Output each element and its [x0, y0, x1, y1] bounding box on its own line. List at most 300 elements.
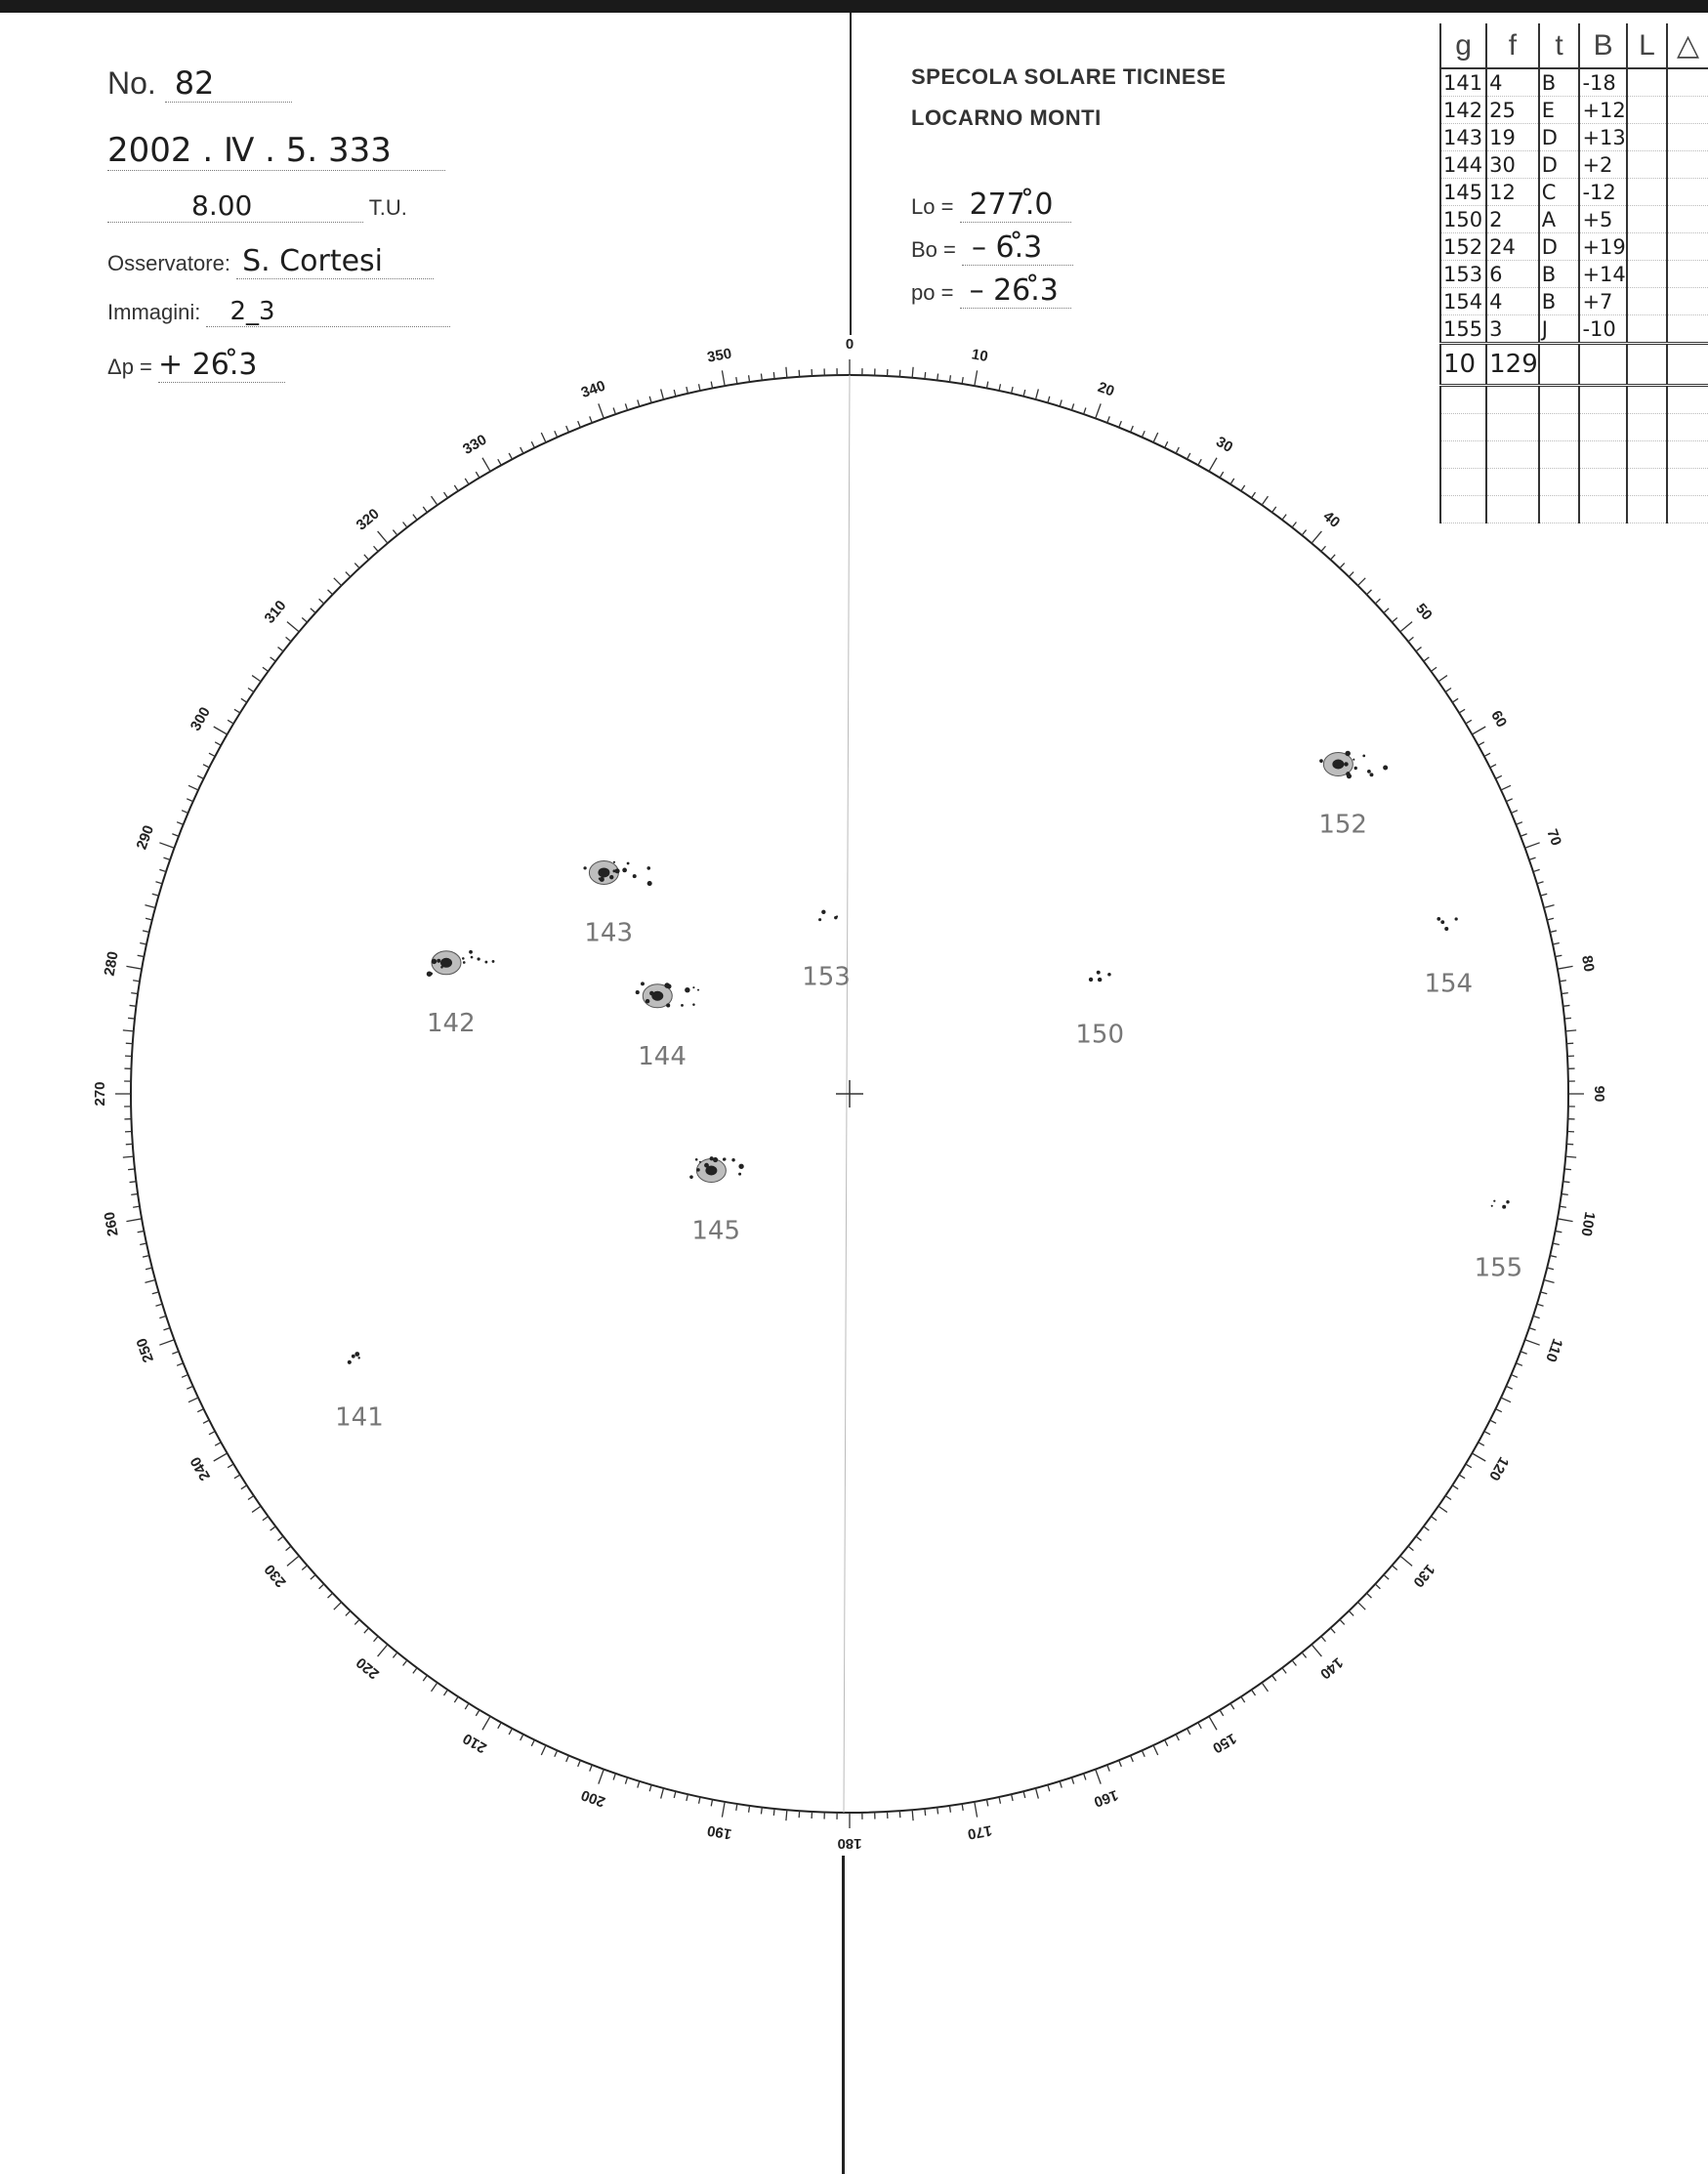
degree-tick: [1424, 657, 1430, 661]
sunspot-pore: [1440, 920, 1444, 924]
sunspot-pore: [641, 982, 645, 985]
degree-tick: [1547, 918, 1554, 920]
degree-label: 60: [1487, 707, 1511, 731]
degree-tick: [541, 433, 546, 442]
degree-tick: [145, 905, 155, 908]
degree-tick: [1071, 1777, 1073, 1784]
sunspot-pore: [583, 866, 586, 869]
table-cell: 154: [1440, 288, 1486, 315]
degree-tick: [625, 403, 627, 410]
degree-tick: [1187, 1729, 1190, 1735]
degree-tick: [203, 765, 209, 768]
observer-value: S. Cortesi: [236, 244, 434, 279]
sunspot-pore: [1491, 1205, 1493, 1207]
degree-tick: [209, 1432, 215, 1435]
sunspot-pore: [695, 1158, 698, 1161]
degree-tick: [1392, 618, 1396, 623]
table-cell: 6: [1486, 261, 1539, 288]
degree-tick: [674, 1791, 676, 1798]
degree-tick: [159, 843, 174, 848]
b0-value: – 6.̊3: [962, 230, 1073, 266]
degree-tick: [354, 564, 359, 568]
degree-tick: [925, 1809, 926, 1816]
degree-tick: [912, 367, 913, 378]
degree-label: 240: [187, 1453, 214, 1484]
degree-tick: [1176, 447, 1179, 453]
degree-tick: [736, 377, 737, 384]
degree-label: 190: [705, 1821, 733, 1843]
degree-tick: [962, 377, 963, 384]
degree-tick: [302, 618, 307, 623]
delta-p-value: + 26.̊3: [158, 348, 285, 383]
degree-tick: [1445, 1496, 1451, 1500]
degree-tick: [319, 599, 324, 604]
sunspot-group-145: [689, 1156, 744, 1245]
degree-label: 50: [1412, 600, 1436, 624]
degree-tick: [163, 1328, 170, 1330]
degree-tick: [1537, 1304, 1544, 1306]
degree-tick: [482, 1716, 490, 1730]
degree-tick: [773, 372, 774, 379]
sunspot-group-153: [802, 910, 851, 992]
degree-tick: [590, 416, 593, 423]
degree-label: 320: [353, 505, 383, 534]
degree-label: 80: [1578, 954, 1598, 974]
degree-tick: [378, 1645, 388, 1656]
degree-tick: [521, 1735, 523, 1740]
degree-tick: [432, 1683, 437, 1692]
degree-tick: [138, 1231, 145, 1232]
degree-tick: [252, 1506, 261, 1512]
header-t: t: [1539, 23, 1580, 68]
degree-tick: [531, 441, 534, 447]
degree-tick: [155, 1304, 162, 1306]
degree-tick: [346, 1610, 351, 1615]
degree-tick: [1220, 472, 1224, 478]
table-cell: +14: [1579, 261, 1626, 288]
sunspot-pore: [713, 1157, 718, 1162]
degree-tick: [1438, 676, 1447, 682]
degree-tick: [1131, 1755, 1134, 1761]
degree-tick: [1484, 1432, 1490, 1435]
degree-tick: [949, 1806, 950, 1813]
sunspot-pore: [1384, 767, 1387, 770]
degree-tick: [263, 667, 269, 671]
number-value: 82: [165, 64, 292, 103]
sunspot-umbra: [598, 867, 609, 877]
degree-tick: [1084, 1774, 1086, 1780]
degree-tick: [1165, 1740, 1168, 1746]
degree-tick: [1564, 1169, 1571, 1170]
l0-label: Lo =: [911, 194, 954, 219]
group-number-label: 144: [638, 1041, 687, 1071]
degree-tick: [177, 1363, 183, 1366]
degree-tick: [937, 1808, 938, 1815]
degree-tick: [722, 1802, 725, 1818]
table-cell: 2: [1486, 206, 1539, 233]
degree-tick: [1529, 857, 1536, 859]
sunspot-group-155: [1475, 1200, 1523, 1283]
degree-tick: [130, 1005, 137, 1006]
degree-tick: [187, 799, 192, 802]
degree-tick: [1555, 955, 1562, 956]
degree-label: 180: [837, 1835, 862, 1852]
degree-tick: [1230, 1703, 1234, 1709]
degree-tick: [1096, 403, 1101, 418]
degree-label: 140: [1316, 1653, 1347, 1683]
degree-tick: [271, 657, 276, 661]
degree-tick: [1165, 441, 1168, 447]
degree-tick: [214, 1453, 228, 1461]
degree-tick: [234, 709, 240, 713]
table-cell: A: [1539, 206, 1580, 233]
degree-tick: [1187, 453, 1190, 459]
degree-tick: [1438, 1506, 1447, 1512]
table-cell: 10: [1440, 344, 1486, 386]
sunspot-pore: [699, 1161, 701, 1163]
degree-tick: [498, 1723, 501, 1729]
degree-tick: [1501, 1398, 1511, 1402]
degree-tick: [172, 1352, 179, 1355]
degree-tick: [1060, 399, 1062, 406]
degree-tick: [197, 1409, 203, 1412]
degree-tick: [1272, 507, 1276, 513]
observatory-name: SPECOLA SOLARE TICINESE: [911, 64, 1227, 89]
degree-tick: [128, 1169, 135, 1170]
degree-tick: [1424, 1526, 1430, 1530]
degree-tick: [1252, 492, 1256, 498]
degree-label: 100: [1577, 1210, 1599, 1238]
sunspot-groups: [335, 751, 1522, 1433]
sunspot-pore: [834, 916, 837, 919]
degree-tick: [197, 775, 203, 778]
degree-tick: [1540, 1292, 1547, 1294]
degree-tick: [302, 1566, 307, 1570]
degree-tick: [215, 742, 221, 745]
sunspot-pore: [477, 957, 479, 960]
sunspot-pore: [697, 989, 699, 991]
sunspot-pore: [1444, 927, 1448, 931]
degree-tick: [786, 367, 787, 378]
sunspot-pore: [1369, 773, 1373, 776]
degree-label: 220: [353, 1653, 383, 1683]
degree-tick: [649, 397, 651, 403]
sunspot-pore: [667, 984, 672, 989]
degree-tick: [1565, 1156, 1576, 1157]
header-f: f: [1486, 23, 1539, 68]
degree-tick: [1312, 531, 1321, 543]
degree-tick: [1553, 1243, 1560, 1244]
degree-tick: [986, 382, 987, 389]
degree-tick: [159, 1340, 174, 1345]
degree-tick: [413, 515, 417, 521]
degree-tick: [1153, 1745, 1158, 1755]
degree-tick: [177, 822, 183, 825]
degree-tick: [1321, 1636, 1326, 1641]
degree-tick: [234, 1475, 240, 1479]
degree-tick: [143, 1256, 149, 1258]
table-cell: 4: [1486, 68, 1539, 97]
sunspot-group-143: [583, 860, 651, 947]
sunspot-pore: [1107, 973, 1111, 977]
l0-value: 277.̊0: [960, 188, 1071, 223]
degree-tick: [1023, 1791, 1025, 1798]
degree-label: 230: [261, 1561, 290, 1591]
delta-p-label: Δp =: [107, 355, 152, 379]
degree-tick: [1321, 546, 1326, 551]
degree-tick: [1445, 689, 1451, 692]
degree-tick: [413, 1668, 417, 1674]
sunspot-pore: [1437, 917, 1440, 921]
degree-tick: [1400, 622, 1412, 632]
degree-tick: [749, 375, 750, 382]
degree-tick: [354, 1619, 359, 1624]
degree-tick: [228, 1464, 233, 1468]
degree-tick: [1012, 1794, 1014, 1801]
degree-tick: [128, 1018, 135, 1019]
table-cell: -18: [1579, 68, 1626, 97]
degree-tick: [986, 1799, 987, 1806]
table-cell: +13: [1579, 124, 1626, 151]
degree-tick: [152, 894, 159, 896]
degree-tick: [711, 382, 712, 389]
degree-tick: [590, 1765, 593, 1772]
degree-tick: [1529, 1328, 1536, 1330]
degree-tick: [773, 1809, 774, 1816]
degree-tick: [687, 387, 688, 394]
sunspot-pore: [696, 1168, 699, 1171]
degree-label: 340: [578, 377, 608, 402]
degree-label: 40: [1319, 508, 1344, 531]
degree-tick: [444, 492, 448, 498]
degree-tick: [711, 1799, 712, 1806]
table-cell: +5: [1579, 206, 1626, 233]
degree-tick: [1357, 578, 1365, 586]
table-cell: D: [1539, 124, 1580, 151]
degree-tick: [133, 1206, 140, 1207]
sunspot-pore: [636, 990, 640, 994]
degree-tick: [228, 720, 233, 724]
degree-tick: [1048, 1784, 1050, 1791]
degree-tick: [1563, 1005, 1570, 1006]
degree-tick: [1330, 1628, 1335, 1633]
degree-tick: [187, 1386, 192, 1389]
sunspot-pore: [492, 960, 495, 963]
degree-tick: [482, 458, 490, 472]
degree-tick: [1550, 931, 1557, 933]
degree-tick: [1496, 1409, 1502, 1412]
p0-label: po =: [911, 280, 954, 305]
degree-tick: [1375, 599, 1380, 604]
degree-tick: [912, 1810, 913, 1820]
header-l: L: [1627, 23, 1667, 68]
degree-tick: [761, 374, 762, 381]
degree-tick: [1060, 1781, 1062, 1788]
degree-tick: [1375, 1584, 1380, 1589]
degree-tick: [241, 698, 247, 702]
degree-tick: [1490, 765, 1496, 768]
degree-tick: [699, 1797, 700, 1804]
table-cell: 4: [1486, 288, 1539, 315]
disk-axes: [836, 375, 863, 1813]
sunspot-pore: [1362, 755, 1365, 758]
degree-tick: [209, 753, 215, 756]
degree-tick: [1496, 775, 1502, 778]
degree-tick: [126, 1219, 142, 1222]
degree-tick: [1241, 1696, 1245, 1702]
degree-tick: [1131, 426, 1134, 432]
table-cell: 12: [1486, 179, 1539, 206]
degree-label: 350: [705, 345, 733, 366]
degree-tick: [661, 389, 664, 399]
degree-tick: [140, 943, 146, 944]
sunspot-pore: [612, 869, 615, 872]
degree-tick: [364, 555, 369, 560]
sunspot-pore: [685, 987, 689, 992]
degree-tick: [278, 1536, 284, 1540]
degree-tick: [498, 459, 501, 465]
degree-tick: [1459, 709, 1465, 713]
degree-label: 30: [1213, 433, 1236, 456]
degree-tick: [215, 1442, 221, 1445]
degree-tick: [925, 372, 926, 379]
degree-tick: [1096, 1770, 1101, 1784]
table-cell: -10: [1579, 315, 1626, 344]
degree-tick: [962, 1804, 963, 1811]
degree-label: 270: [92, 1081, 108, 1107]
date-value: 2002 . Ⅳ . 5. 333: [107, 131, 445, 171]
degree-tick: [578, 421, 581, 427]
degree-tick: [130, 1182, 137, 1183]
degree-tick: [328, 1593, 333, 1598]
sunspot-pore: [646, 999, 650, 1004]
degree-tick: [1506, 799, 1512, 802]
sunspot-pore: [1089, 978, 1093, 982]
sunspot-pore: [469, 950, 473, 954]
degree-tick: [476, 472, 479, 478]
degree-tick: [423, 507, 427, 513]
degree-label: 280: [101, 949, 122, 978]
sunspot-pore: [440, 966, 443, 969]
degree-tick: [1153, 433, 1158, 442]
degree-tick: [241, 1485, 247, 1489]
number-label: No.: [107, 65, 156, 101]
sunspot-pore: [1097, 971, 1101, 975]
b0-label: Bo =: [911, 237, 956, 262]
table-cell: D: [1539, 233, 1580, 261]
degree-tick: [975, 1802, 978, 1818]
degree-tick: [1282, 515, 1286, 521]
degree-tick: [555, 431, 558, 437]
degree-tick: [271, 1526, 276, 1530]
degree-tick: [625, 1777, 627, 1784]
degree-tick: [182, 811, 187, 814]
degree-tick: [1107, 1765, 1110, 1772]
sunspot-group-152: [1318, 751, 1388, 840]
degree-tick: [1501, 785, 1511, 790]
degree-tick: [1479, 1442, 1484, 1445]
degree-label: 110: [1542, 1336, 1566, 1364]
degree-tick: [1241, 485, 1245, 491]
degree-tick: [1142, 431, 1145, 437]
degree-tick: [123, 1030, 134, 1031]
degree-tick: [1540, 894, 1547, 896]
degree-tick: [1384, 608, 1389, 613]
degree-tick: [1142, 1750, 1145, 1756]
table-cell: +7: [1579, 288, 1626, 315]
degree-tick: [1282, 1668, 1286, 1674]
degree-tick: [454, 1696, 458, 1702]
degree-tick: [1562, 1193, 1568, 1194]
sunspot-pore: [1345, 751, 1351, 757]
degree-tick: [1547, 1268, 1554, 1270]
sunspot-pore: [738, 1164, 743, 1169]
degree-tick: [1564, 1018, 1571, 1019]
degree-tick: [1349, 572, 1354, 577]
sunspot-pore: [821, 910, 825, 914]
degree-label: 70: [1543, 826, 1565, 849]
table-cell: 152: [1440, 233, 1486, 261]
sunspot-pore: [463, 961, 466, 964]
images-label: Immagini:: [107, 300, 201, 324]
sunspot-pore: [1502, 1205, 1506, 1209]
group-number-label: 153: [802, 962, 851, 992]
degree-tick: [1521, 1352, 1527, 1355]
degree-tick: [1023, 390, 1025, 397]
degree-tick: [1198, 1723, 1201, 1729]
degree-tick: [999, 1797, 1000, 1804]
group-number-label: 142: [427, 1008, 476, 1038]
table-cell: 153: [1440, 261, 1486, 288]
sunspot-pore: [1353, 759, 1354, 761]
degree-tick: [131, 1193, 138, 1194]
sunspot-pore: [666, 1003, 670, 1007]
degree-tick: [674, 390, 676, 397]
degree-tick: [1506, 1386, 1512, 1389]
degree-tick: [1262, 1683, 1268, 1692]
degree-tick: [1472, 727, 1485, 734]
degree-tick: [1511, 1375, 1517, 1378]
degree-tick: [1416, 1536, 1422, 1540]
sunspot-umbra: [1332, 760, 1344, 770]
table-cell: C: [1539, 179, 1580, 206]
degree-tick: [1312, 1645, 1321, 1656]
degree-tick: [638, 399, 640, 406]
degree-tick: [248, 1496, 254, 1500]
table-cell: 25: [1486, 97, 1539, 124]
degree-tick: [749, 1806, 750, 1813]
degree-tick: [541, 1745, 546, 1755]
degree-tick: [555, 1750, 558, 1756]
sunspot-pore: [609, 875, 613, 879]
degree-tick: [1521, 834, 1527, 837]
degree-label: 10: [970, 346, 989, 365]
sunspot-pore: [462, 957, 465, 960]
degree-tick: [509, 453, 512, 459]
degree-tick: [140, 1243, 146, 1244]
sunspot-pore: [484, 961, 487, 964]
degree-tick: [311, 608, 315, 613]
sunspot-pore: [432, 959, 437, 964]
sunspot-pore: [647, 881, 652, 886]
degree-tick: [131, 993, 138, 994]
images-value: 2_3: [206, 297, 450, 327]
sunspot-pore: [352, 1355, 355, 1359]
degree-tick: [146, 1268, 152, 1270]
degree-tick: [155, 882, 162, 884]
degree-tick: [1431, 1517, 1437, 1521]
degree-label: 170: [966, 1821, 994, 1843]
